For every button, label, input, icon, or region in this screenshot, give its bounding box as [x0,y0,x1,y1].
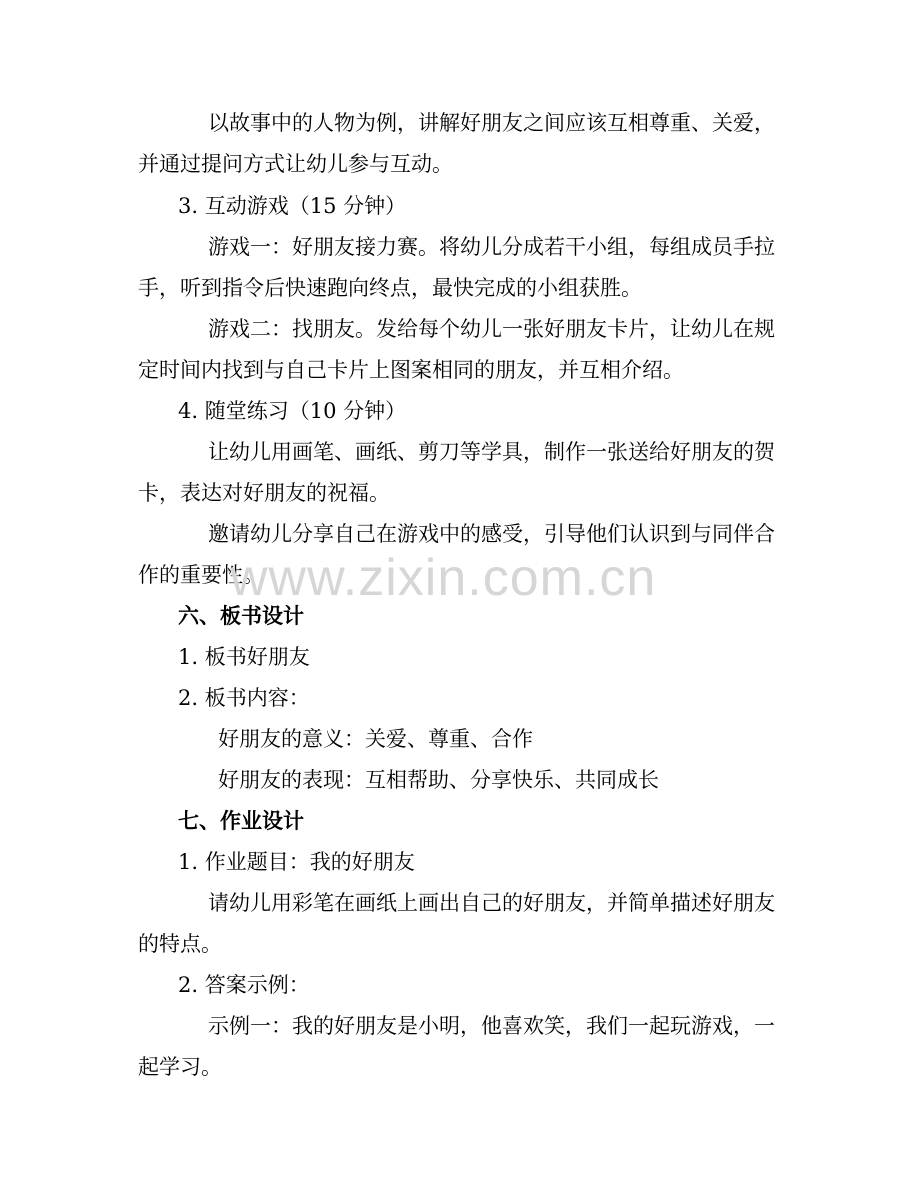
numbered-item: 1. 板书好朋友 [178,645,310,669]
paragraph-line: 手，听到指令后快速跑向终点，最快完成的小组获胜。 [138,276,642,300]
numbered-item: 4. 随堂练习（10 分钟） [178,399,407,423]
paragraph-line: 游戏一：好朋友接力赛。将幼儿分成若干小组，每组成员手拉 [208,235,775,259]
paragraph-line: 邀请幼儿分享自己在游戏中的感受，引导他们认识到与同伴合 [208,522,775,546]
sub-item: 好朋友的表现：互相帮助、分享快乐、共同成长 [218,768,659,792]
paragraph-line: 以故事中的人物为例，讲解好朋友之间应该互相尊重、关爱， [208,111,775,135]
section-heading: 七、作业设计 [178,808,304,833]
sub-item: 好朋友的意义：关爱、尊重、合作 [218,727,533,751]
watermark: www.zixin.com.cn [230,549,657,607]
paragraph-line: 请幼儿用彩笔在画纸上画出自己的好朋友，并简单描述好朋友 [208,891,775,915]
numbered-item: 1. 作业题目：我的好朋友 [178,850,415,874]
paragraph-line: 起学习。 [138,1055,222,1079]
section-heading: 六、板书设计 [178,603,304,628]
paragraph-line: 并通过提问方式让幼儿参与互动。 [138,152,453,176]
numbered-item: 3. 互动游戏（15 分钟） [178,194,407,218]
paragraph-line: 让幼儿用画笔、画纸、剪刀等学具，制作一张送给好朋友的贺 [208,440,775,464]
paragraph-line: 作的重要性。 [138,563,264,587]
paragraph-line: 游戏二：找朋友。发给每个幼儿一张好朋友卡片，让幼儿在规 [208,317,775,341]
paragraph-line: 卡，表达对好朋友的祝福。 [138,481,390,505]
numbered-item: 2. 答案示例： [178,973,310,997]
numbered-item: 2. 板书内容： [178,686,310,710]
paragraph-line: 定时间内找到与自己卡片上图案相同的朋友，并互相介绍。 [138,358,684,382]
paragraph-line: 的特点。 [138,932,222,956]
paragraph-line: 示例一：我的好朋友是小明，他喜欢笑，我们一起玩游戏，一 [208,1014,775,1038]
